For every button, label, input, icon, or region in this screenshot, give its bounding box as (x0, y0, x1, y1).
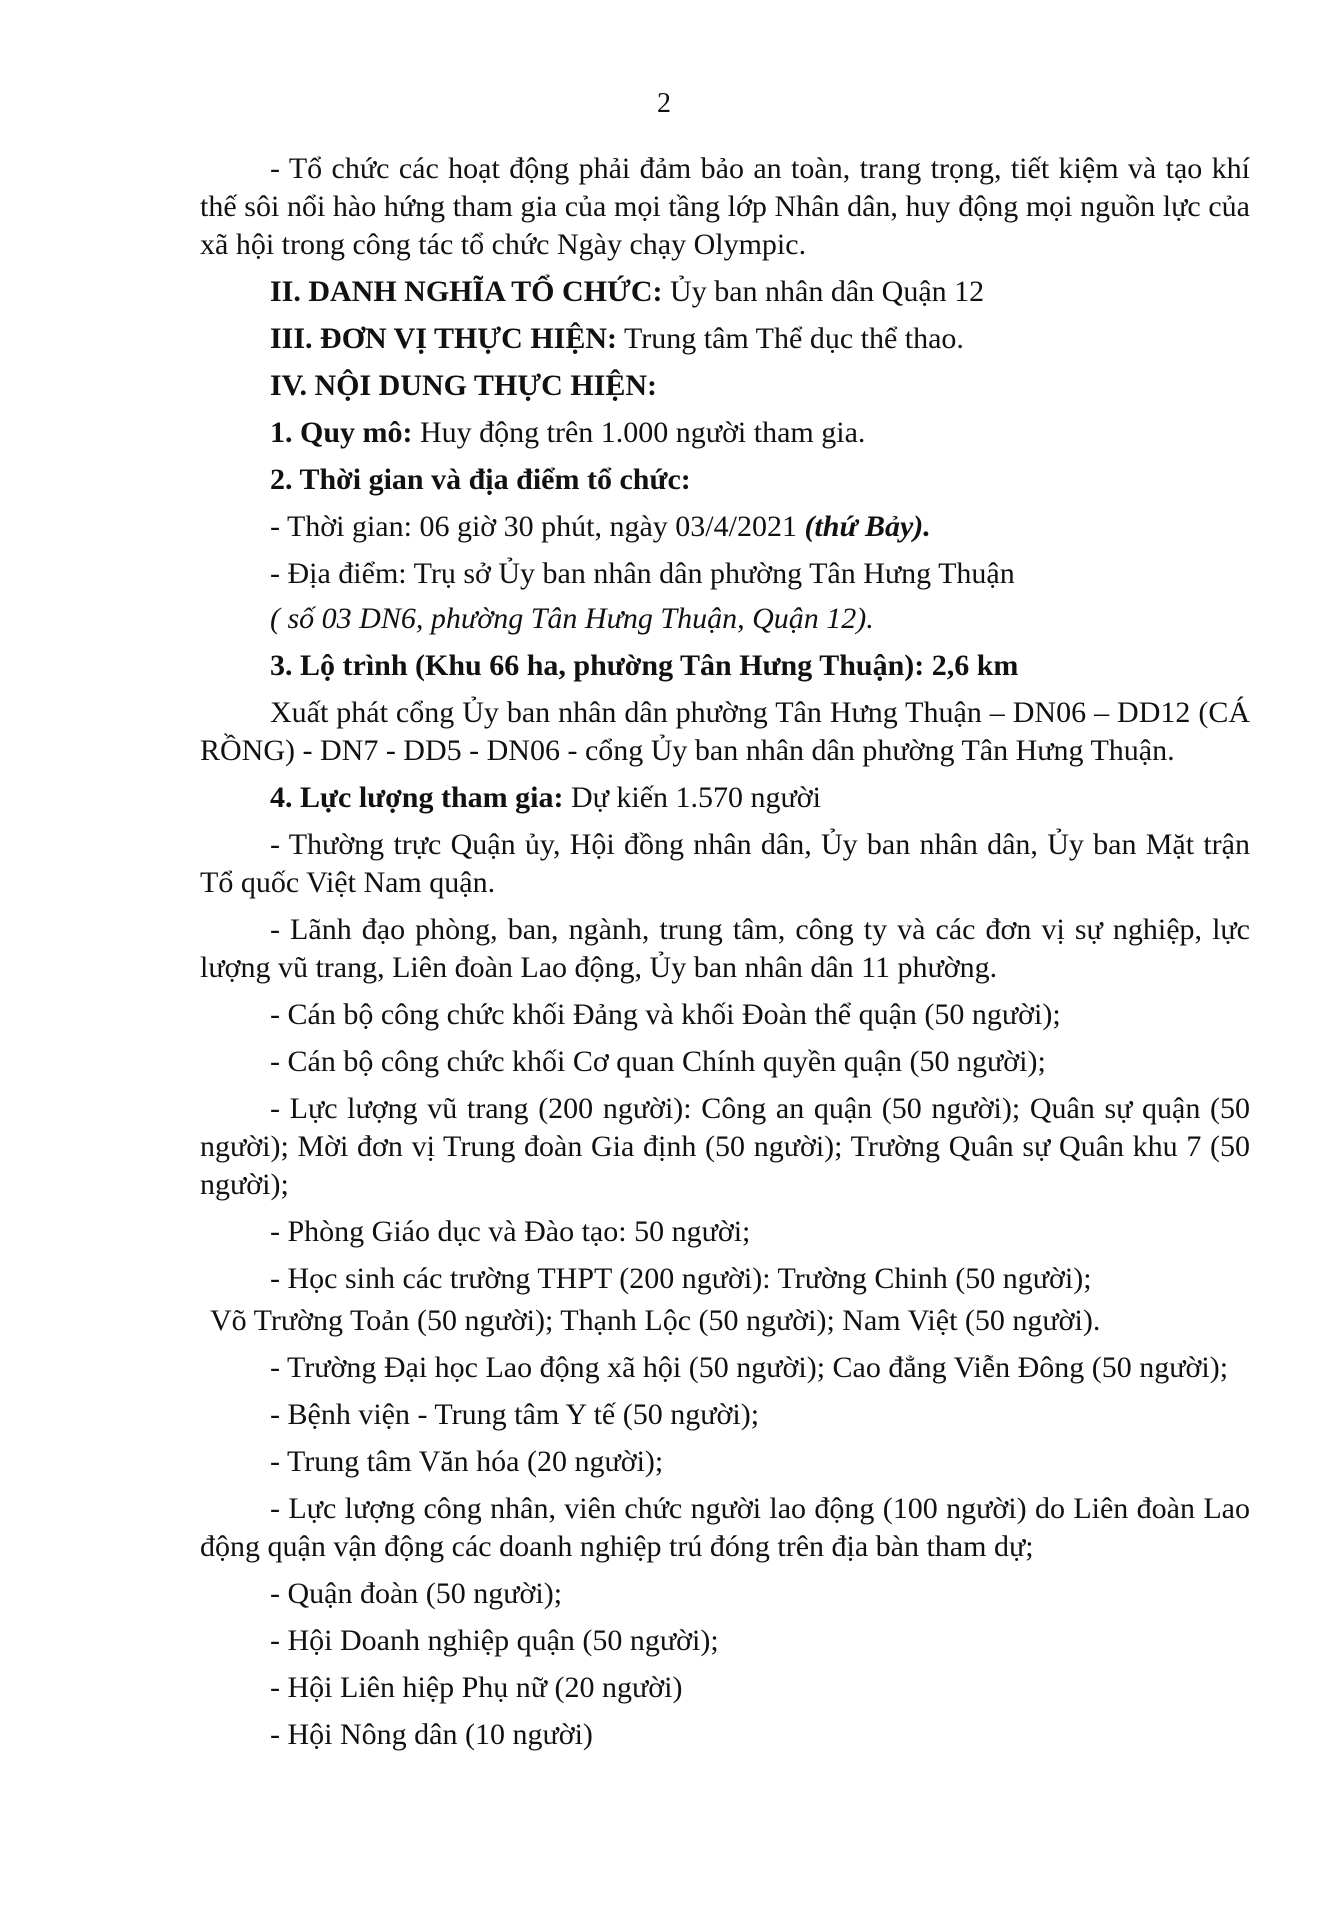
item-time-place-heading: 2. Thời gian và địa điểm tổ chức: (270, 463, 691, 496)
route-description: Xuất phát cổng Ủy ban nhân dân phường Tân Hưng Thuận – DN06 – DD12 (CÁ RỒNG) - DN7 - DD5 - DN06 - cổng Ủy ban nhân dân phường Tân Hưng Thuận. (200, 696, 1250, 767)
time-text: - Thời gian: 06 giờ 30 phút, ngày 03/4/2021 (270, 510, 805, 543)
time-line (200, 508, 1250, 546)
forces-item: - Cán bộ công chức khối Đảng và khối Đoàn thể quận (50 người); (270, 998, 1061, 1031)
page-number: 2 (657, 88, 671, 119)
forces-item: - Bệnh viện - Trung tâm Y tế (50 người); (270, 1398, 760, 1431)
forces-item: - Thường trực Quận ủy, Hội đồng nhân dân, Ủy ban nhân dân, Ủy ban Mặt trận Tổ quốc Việt Nam quận. (200, 828, 1250, 899)
section-iii (200, 320, 1250, 358)
forces-item: - Hội Liên hiệp Phụ nữ (20 người) (270, 1671, 683, 1704)
section-ii-label: II. DANH NGHĨA TỔ CHỨC: (270, 275, 663, 308)
section-iii-text: Trung tâm Thể dục thể thao. (617, 322, 964, 355)
item-scale-text: Huy động trên 1.000 người tham gia. (412, 416, 866, 449)
time-day: (thứ Bảy). (804, 510, 931, 543)
paragraph-organization-principles: - Tổ chức các hoạt động phải đảm bảo an toàn, trang trọng, tiết kiệm và tạo khí thế sôi nổi hào hứng tham gia của mọi tầng lớp Nhân dân, huy động mọi nguồn lực của xã hội trong công tác tổ chức Ngày chạy Olympic. (200, 152, 1250, 261)
item-scale-label: 1. Quy mô: (270, 416, 413, 449)
item-forces-label: 4. Lực lượng tham gia: (270, 781, 564, 814)
item-route-heading: 3. Lộ trình (Khu 66 ha, phường Tân Hưng Thuận): 2,6 km (270, 649, 1019, 682)
place-detail: ( số 03 DN6, phường Tân Hưng Thuận, Quận 12). (270, 602, 874, 635)
forces-item: - Lãnh đạo phòng, ban, ngành, trung tâm, công ty và các đơn vị sự nghiệp, lực lượng vũ trang, Liên đoàn Lao động, Ủy ban nhân dân 11 phường. (200, 913, 1250, 984)
forces-item: - Lực lượng vũ trang (200 người): Công an quận (50 người); Quân sự quận (50 người); Mời đơn vị Trung đoàn Gia định (50 người); Trường Quân sự Quân khu 7 (50 người); (200, 1092, 1250, 1201)
forces-item: - Hội Doanh nghiệp quận (50 người); (270, 1624, 719, 1657)
item-forces (200, 779, 1250, 817)
section-ii (200, 273, 1250, 311)
item-forces-text: Dự kiến 1.570 người (563, 781, 821, 814)
item-scale (200, 414, 1250, 452)
section-iv-heading: IV. NỘI DUNG THỰC HIỆN: (270, 369, 657, 402)
place-line: - Địa điểm: Trụ sở Ủy ban nhân dân phường Tân Hưng Thuận (270, 557, 1015, 590)
forces-item: - Phòng Giáo dục và Đào tạo: 50 người; (270, 1215, 751, 1248)
forces-item: - Quận đoàn (50 người); (270, 1577, 563, 1610)
document-body (200, 150, 1250, 1763)
forces-item: - Học sinh các trường THPT (200 người): Trường Chinh (50 người); (270, 1262, 1092, 1295)
section-iii-label: III. ĐƠN VỊ THỰC HIỆN: (270, 322, 618, 355)
forces-item: - Hội Nông dân (10 người) (270, 1718, 593, 1751)
forces-item-continuation: Võ Trường Toản (50 người); Thạnh Lộc (50 người); Nam Việt (50 người). (210, 1304, 1101, 1337)
forces-item: - Trường Đại học Lao động xã hội (50 người); Cao đẳng Viễn Đông (50 người); (270, 1351, 1229, 1384)
forces-item: - Trung tâm Văn hóa (20 người); (270, 1445, 664, 1478)
forces-item: - Lực lượng công nhân, viên chức người lao động (100 người) do Liên đoàn Lao động quận vận động các doanh nghiệp trú đóng trên địa bàn tham dự; (200, 1492, 1250, 1563)
forces-item: - Cán bộ công chức khối Cơ quan Chính quyền quận (50 người); (270, 1045, 1046, 1078)
section-ii-text: Ủy ban nhân dân Quận 12 (662, 275, 985, 308)
